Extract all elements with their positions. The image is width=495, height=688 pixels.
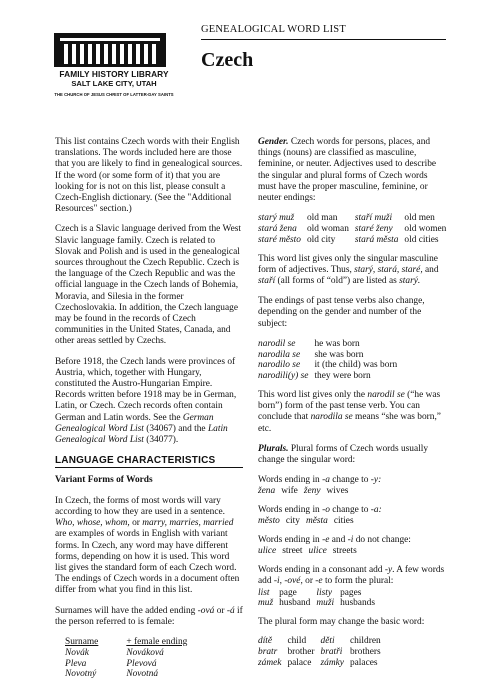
table-cell: streets: [332, 546, 357, 557]
intro-paragraph-3: [55, 357, 243, 447]
table-row: [258, 224, 452, 235]
table-cell: narodili(y) se: [258, 371, 309, 382]
table-cell: Novotná: [126, 669, 159, 680]
church-name: THE CHURCH OF JESUS CHRIST OF LATTER-DAY SAINTS: [54, 92, 174, 97]
table-cell: starý muž: [258, 213, 295, 224]
text: if the person referred to is female:: [55, 605, 243, 627]
table-cell: staré město: [258, 234, 301, 245]
table-row: [258, 647, 387, 658]
table-cell: children: [349, 636, 381, 647]
table-cell: cities: [333, 516, 354, 527]
right-column: [258, 137, 448, 677]
text: (“he was born”) form of the past tense verb. You can conclude that: [258, 390, 441, 423]
table-cell: pages: [340, 587, 362, 598]
table-cell: město: [258, 516, 280, 527]
suffix: -o: [322, 505, 330, 516]
table-cell: listy: [316, 587, 332, 598]
table-row: [258, 516, 360, 527]
table-cell: Plevová: [126, 658, 157, 669]
text: Before 1918, the Czech lands were provinces of Austria, which, together with Hungary, constituted the Austro-Hungarian Empire. Records written before 1918 may be in German, Latin, or Czech. Czech records often contain German and Latin words. See the: [55, 356, 237, 423]
table-cell: city: [285, 516, 300, 527]
table-cell: list: [258, 587, 270, 598]
suffix: -e: [315, 576, 323, 587]
page-title: Czech: [201, 49, 254, 71]
table-cell: města: [305, 516, 328, 527]
text: In Czech, the forms of most words will vary according to how they are used in a sentence.: [55, 495, 225, 517]
table-row: [258, 636, 387, 647]
plural-example-table: [258, 546, 363, 557]
table-cell: they were born: [314, 371, 371, 382]
latin-word-list-link[interactable]: Latin Genealogical Word List: [55, 423, 228, 446]
plural-rule-4: [258, 565, 448, 587]
example-words: starý, stará, staré,: [354, 264, 423, 275]
table-row: [55, 648, 187, 659]
suffix: -y:: [370, 475, 382, 486]
text: ,: [279, 576, 285, 587]
left-column: [55, 137, 243, 688]
text: (34067) and the: [143, 423, 208, 434]
plural-example-table: [258, 636, 387, 668]
intro-paragraph-1: This list contains Czech words with their English translations. The words included here are those that you are likely to find in genealogical sources. If the word (or some form of it) that you are looking for is not on this list, please consult a Czech-English dictionary. (See the "Additional Resources" section.): [55, 137, 243, 215]
table-cell: old woman: [306, 224, 349, 235]
variant-forms-paragraph: [55, 496, 243, 597]
table-row: [258, 235, 452, 246]
text: Words ending in: [258, 505, 323, 516]
table-cell: Novotný: [65, 669, 97, 680]
table-cell: old cities: [404, 234, 439, 245]
table-cell: street: [282, 546, 303, 557]
table-cell: brother: [287, 647, 315, 658]
table-cell: brothers: [349, 647, 381, 658]
verb-paragraph: [258, 390, 448, 435]
text: (all forms of “old”) are listed as: [275, 276, 400, 287]
table-cell: dítě: [258, 636, 273, 647]
table-cell: husbands: [340, 598, 375, 609]
table-header: Surname: [65, 636, 99, 647]
table-cell: palaces: [349, 658, 378, 669]
table-cell: old women: [404, 224, 447, 235]
table-cell: bratři: [320, 647, 343, 658]
table-row: [258, 339, 403, 350]
suffix: -á: [226, 605, 235, 616]
text: Surnames will have the added ending: [55, 605, 198, 616]
text: change to: [329, 505, 371, 516]
text: and: [422, 264, 439, 275]
table-row: [258, 588, 381, 599]
table-cell: narodilo se: [258, 360, 301, 371]
table-cell: zámky: [320, 658, 344, 669]
table-cell: old men: [404, 213, 435, 224]
plural-example-table: [258, 588, 381, 610]
table-cell: Pleva: [65, 658, 87, 669]
series-title: GENEALOGICAL WORD LIST: [201, 24, 346, 35]
text: . A few words add: [258, 565, 445, 587]
table-cell: bratr: [258, 647, 278, 658]
section-heading: LANGUAGE CHARACTERISTICS: [55, 455, 243, 468]
table-cell: stará žena: [258, 224, 297, 235]
text: are examples of words in English with variant forms. In Czech, any word may have different forms, depending on how it is used. This word list gives the standard form of each Czech word. The endings of Czech words in a document often differ from what you find in this list.: [55, 529, 240, 596]
example-words: starý.: [399, 276, 421, 287]
text: means “she was born,” etc.: [258, 412, 441, 434]
text: , or: [300, 576, 316, 587]
suffix: -a:: [370, 505, 382, 516]
plural-rule-5: The plural form may change the basic word:: [258, 617, 425, 628]
table-row: [258, 350, 403, 361]
table-cell: old man: [306, 213, 338, 224]
table-cell: narodil se: [258, 338, 296, 349]
plural-rule-3: [258, 535, 448, 546]
library-name: FAMILY HISTORY LIBRARY: [59, 69, 169, 79]
text: or: [129, 518, 143, 529]
table-cell: she was born: [314, 349, 364, 360]
text: to form the plural:: [322, 576, 394, 587]
table-header: + female ending: [126, 636, 188, 647]
past-tense-paragraph: The endings of past tense verbs also change, depending on the gender and number of the subject:: [258, 296, 425, 329]
table-row: [258, 371, 403, 382]
text: or: [214, 605, 227, 616]
suffix: -ové: [284, 576, 301, 587]
text: This word list gives only the: [258, 390, 368, 401]
table-cell: staří muži: [354, 213, 393, 224]
example-words: Who, whose, whom,: [55, 518, 130, 529]
table-cell: child: [287, 636, 307, 647]
suffix: -e: [322, 535, 330, 546]
table-cell: ženy: [303, 486, 321, 497]
verb-table: [258, 339, 403, 382]
plural-rule-1: [258, 475, 448, 486]
text: This word list gives only the singular masculine form of adjectives. Thus,: [258, 253, 438, 275]
suffix: -i: [347, 535, 354, 546]
table-cell: palace: [287, 658, 312, 669]
german-word-list-link[interactable]: German Genealogical Word List: [55, 412, 214, 434]
text: (34077).: [143, 435, 179, 446]
suffix: -i: [273, 576, 280, 587]
plural-rule-2: [258, 505, 448, 516]
table-cell: wives: [326, 486, 349, 497]
table-cell: it (the child) was born: [314, 360, 398, 371]
text: and: [329, 535, 348, 546]
table-row: [258, 360, 403, 371]
text: change to: [329, 475, 371, 486]
table-cell: ulice: [258, 546, 277, 557]
gender-label: Gender.: [258, 137, 289, 147]
sub-heading: Variant Forms of Words: [55, 475, 153, 486]
table-cell: zámek: [258, 658, 282, 669]
text: do not change:: [353, 535, 411, 546]
surname-paragraph: [55, 606, 243, 628]
table-cell: Novák: [65, 647, 89, 658]
table-cell: page: [279, 587, 297, 598]
plural-example-table: [258, 516, 360, 527]
example-words: staří: [258, 276, 276, 287]
gender-paragraph: [258, 137, 448, 204]
plurals-paragraph: [258, 444, 448, 466]
table-cell: žena: [258, 486, 276, 497]
intro-paragraph-2: Czech is a Slavic language derived from the West Slavic language family. Czech is related to Slovak and Polish and is used in the genealogical sources throughout the Czech Republic. Czech is the language of the Czech Republic and was the official language in the Czech lands of Bohemia, Moravia, and Silesia in the former Czechoslovakia. In addition, the Czech language may be found in the records of Czech communities in the United States, Canada, and other areas settled by Czechs.: [55, 224, 241, 347]
table-cell: stará města: [354, 234, 399, 245]
suffix: -y: [384, 565, 393, 576]
example-words: marry, marries, married: [142, 518, 234, 529]
table-row: [258, 598, 381, 609]
library-city: SALT LAKE CITY, UTAH: [71, 79, 157, 88]
surname-table: [55, 637, 187, 680]
text: Czech words for persons, places, and things (nouns) are classified as masculine, feminine, or neuter. Adjectives used to describe the singular and plural forms of Czech words must have the proper masculine, feminine, or neuter endings:: [258, 137, 437, 204]
table-cell: děti: [320, 636, 335, 647]
table-cell: narodila se: [258, 349, 301, 360]
plural-example-table: [258, 486, 354, 497]
table-cell: old city: [306, 234, 336, 245]
table-cell: wife: [281, 486, 298, 497]
adjective-paragraph: [258, 254, 448, 288]
suffix: -a: [322, 475, 330, 486]
example-words: narodil se: [367, 390, 405, 401]
table-header-row: [55, 637, 187, 648]
table-row: [55, 669, 187, 680]
table-row: [258, 658, 387, 669]
library-building-icon: [54, 33, 166, 67]
text: Words ending in: [258, 475, 323, 486]
plurals-label: Plurals.: [258, 443, 289, 454]
page-header: [0, 0, 495, 128]
suffix: -ová: [197, 605, 215, 616]
example-words: narodila se: [310, 412, 353, 423]
table-cell: Nováková: [126, 647, 164, 658]
table-cell: husband: [279, 598, 311, 609]
table-cell: ulice: [308, 546, 327, 557]
table-row: [258, 486, 354, 497]
table-row: [258, 213, 452, 224]
library-logo: [40, 33, 188, 98]
table-cell: muž: [258, 598, 274, 609]
table-row: [55, 659, 187, 670]
text: Words ending in: [258, 535, 323, 546]
table-cell: staré ženy: [354, 224, 393, 235]
text: Plural forms of Czech words usually change the singular word:: [258, 443, 429, 466]
table-row: [258, 546, 363, 557]
table-cell: he was born: [314, 338, 360, 349]
text: Words ending in a consonant add: [258, 565, 385, 576]
table-cell: muži: [316, 598, 335, 609]
adjective-table: [258, 213, 452, 245]
header-rule: [201, 39, 446, 40]
